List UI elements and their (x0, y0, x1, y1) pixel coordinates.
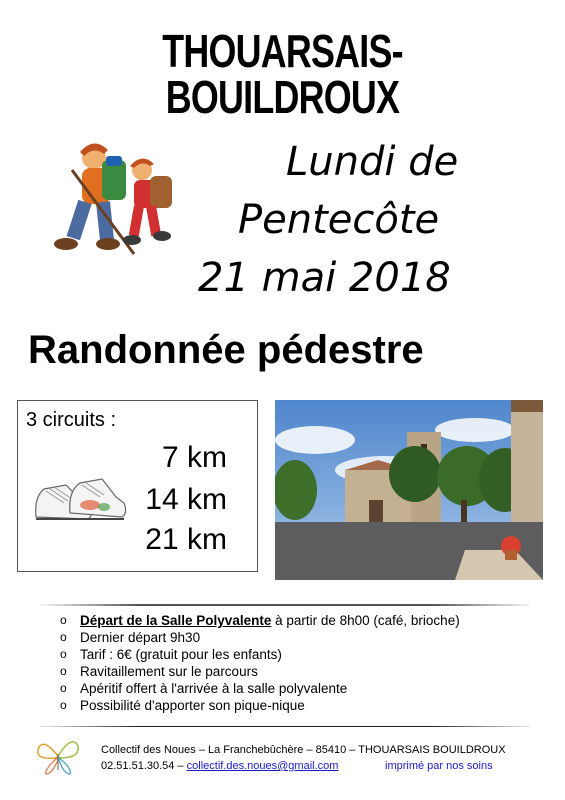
footer-phone-number: 02.51.51.30.54 – (101, 760, 184, 772)
price-info: Tarif : 6€ (gratuit pour les enfants) (80, 647, 282, 662)
footer-printed-note: imprimé par nos soins (385, 760, 493, 772)
butterfly-logo-icon (32, 730, 84, 782)
last-departure: Dernier départ 9h30 (80, 630, 201, 645)
departure-location: Départ de la Salle Polyvalente (80, 613, 272, 628)
divider-bottom (40, 726, 530, 727)
footer-email-link[interactable]: collectif.des.noues@gmail.com (186, 760, 339, 772)
village-church-photo (275, 400, 543, 580)
event-subtitle: Randonnée pédestre (28, 328, 424, 372)
bullet-icon: o (60, 647, 67, 661)
refreshment-info: Ravitaillement sur le parcours (80, 664, 258, 679)
aperitif-info: Apéritif offert à l'arrivée à la salle polyvalente (80, 681, 348, 696)
departure-time: à partir de 8h00 (café, brioche) (271, 613, 460, 628)
list-item (60, 612, 460, 629)
bullet-icon: o (60, 698, 67, 712)
footer-contact (101, 760, 338, 772)
event-date-line-1: Lundi de (286, 139, 459, 185)
bullet-icon: o (60, 681, 67, 695)
list-item (60, 663, 460, 680)
list-item (60, 646, 460, 663)
hikers-illustration (42, 130, 192, 260)
circuit-distance-21km: 21 km (145, 523, 227, 556)
event-date: 21 mai 2018 (198, 255, 451, 301)
bullet-icon: o (60, 630, 67, 644)
page-title: THOUARSAIS-BOUILDROUX (162, 25, 403, 123)
footer-address: Collectif des Noues – La Franchebûchère – 85410 – THOUARSAIS BOUILDROUX (101, 744, 506, 756)
list-item (60, 697, 460, 714)
event-date-line-2: Pentecôte (238, 197, 440, 243)
list-item (60, 629, 460, 646)
circuit-distance-7km: 7 km (161, 441, 227, 474)
circuits-title: 3 circuits : (26, 409, 117, 431)
hiking-shoes-icon (30, 467, 128, 529)
circuits-box (17, 400, 258, 572)
event-info-list (60, 612, 460, 714)
bullet-icon: o (60, 613, 67, 627)
divider-top (40, 604, 530, 606)
picnic-info: Possibilité d'apporter son pique-nique (80, 698, 305, 713)
circuit-distance-14km: 14 km (145, 483, 227, 516)
bullet-icon: o (60, 664, 67, 678)
list-item (60, 680, 460, 697)
